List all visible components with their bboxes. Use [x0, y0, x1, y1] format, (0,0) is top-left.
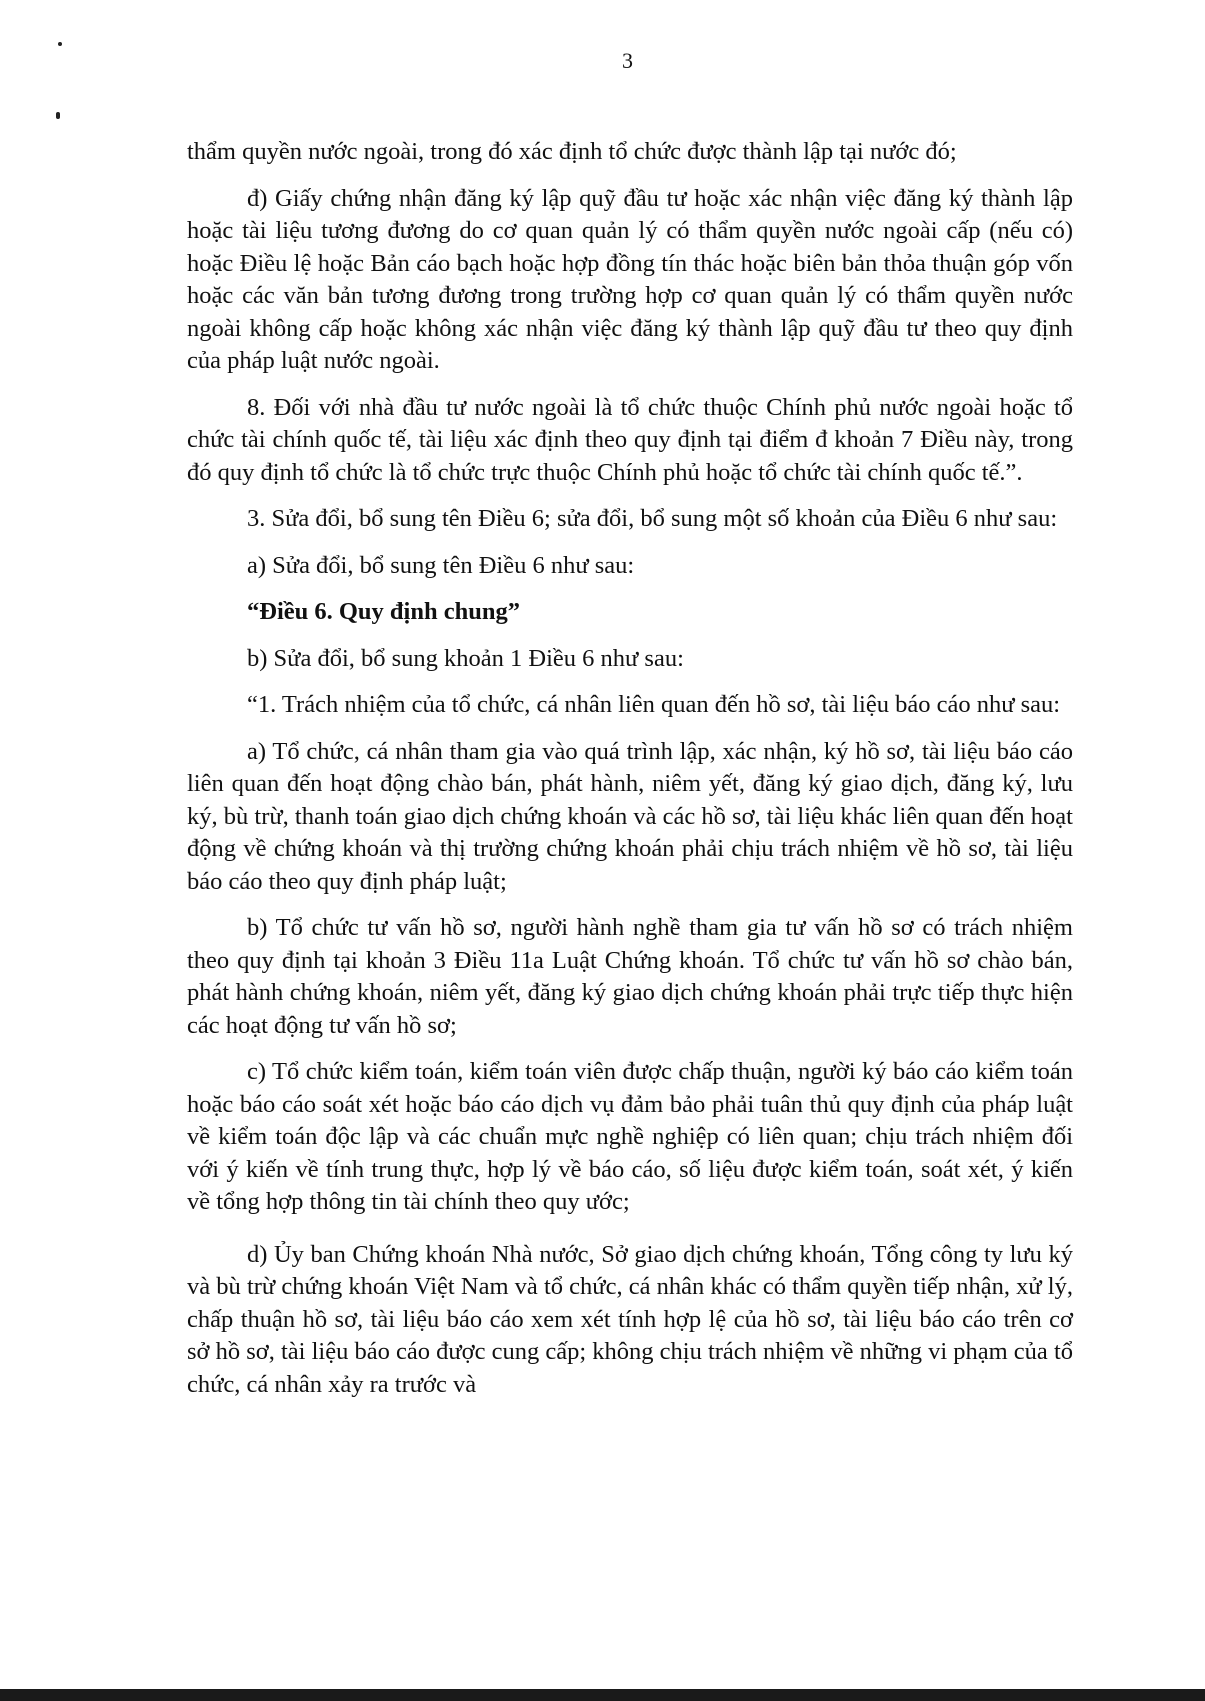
paragraph-point-d: d) Ủy ban Chứng khoán Nhà nước, Sở giao dịch chứng khoán, Tổng công ty lưu ký và bù trừ chứng khoán Việt Nam và tổ chức, cá nhân khác có thẩm quyền tiếp nhận, xử lý, chấp thuận hồ sơ, tài liệu báo cáo xem xét tính hợp lệ của hồ sơ, tài liệu báo cáo trên cơ sở hồ sơ, tài liệu báo cáo được cung cấp; không chịu trách nhiệm về những vi phạm của tổ chức, cá nhân xảy ra trước và: [187, 1240, 1073, 1398]
scan-bottom-edge: [0, 1689, 1205, 1701]
paragraph-continuation: thẩm quyền nước ngoài, trong đó xác định tổ chức được thành lập tại nước đó;: [187, 138, 957, 165]
scan-speck: [58, 42, 62, 46]
paragraph-item-3: 3. Sửa đổi, bổ sung tên Điều 6; sửa đổi, bổ sung một số khoản của Điều 6 như sau:: [247, 505, 1058, 532]
paragraph-clause-8: 8. Đối với nhà đầu tư nước ngoài là tổ chức thuộc Chính phủ nước ngoài hoặc tổ chức tài chính quốc tế, tài liệu xác định theo quy định tại điểm đ khoản 7 Điều này, trong đó quy định tổ chức là tổ chức trực thuộc Chính phủ hoặc tổ chức tài chính quốc tế.”.: [187, 393, 1073, 486]
paragraph-point-dd: đ) Giấy chứng nhận đăng ký lập quỹ đầu tư hoặc xác nhận việc đăng ký thành lập hoặc tài liệu tương đương do cơ quan quản lý có thẩm quyền nước ngoài cấp (nếu có) hoặc Điều lệ hoặc Bản cáo bạch hoặc hợp đồng tín thác hoặc biên bản thỏa thuận góp vốn hoặc các văn bản tương đương trong trường hợp cơ quan quản lý có thẩm quyền nước ngoài không cấp hoặc không xác nhận việc đăng ký thành lập quỹ đầu tư theo quy định của pháp luật nước ngoài.: [187, 184, 1073, 374]
article-6-heading: “Điều 6. Quy định chung”: [247, 598, 520, 625]
paragraph-point-a: a) Tổ chức, cá nhân tham gia vào quá trình lập, xác nhận, ký hồ sơ, tài liệu báo cáo liên quan đến hoạt động chào bán, phát hành, niêm yết, đăng ký giao dịch, đăng ký, lưu ký, bù trừ, thanh toán giao dịch chứng khoán và các hồ sơ, tài liệu khác liên quan đến hoạt động về chứng khoán và thị trường chứng khoán phải chịu trách nhiệm về hồ sơ, tài liệu báo cáo theo quy định pháp luật;: [187, 737, 1073, 895]
scan-speck: [56, 112, 60, 119]
page-number: 3: [622, 48, 633, 73]
paragraph-point-c: c) Tổ chức kiểm toán, kiểm toán viên được chấp thuận, người ký báo cáo kiểm toán hoặc báo cáo soát xét hoặc báo cáo dịch vụ đảm bảo phải tuân thủ quy định của pháp luật về kiểm toán độc lập và các chuẩn mực nghề nghiệp có liên quan; chịu trách nhiệm đối với ý kiến về tính trung thực, hợp lý về báo cáo, số liệu được kiểm toán, soát xét, ý kiến về tổng hợp thông tin tài chính theo quy ước;: [187, 1058, 1073, 1215]
paragraph-amend-a: a) Sửa đổi, bổ sung tên Điều 6 như sau:: [247, 551, 635, 579]
document-body: [187, 136, 1073, 1415]
paragraph-point-b: b) Tổ chức tư vấn hồ sơ, người hành nghề tham gia tư vấn hồ sơ có trách nhiệm theo quy định tại khoản 3 Điều 11a Luật Chứng khoán. Tổ chức tư vấn hồ sơ chào bán, phát hành chứng khoán, niêm yết, đăng ký giao dịch chứng khoán phải trực tiếp thực hiện các hoạt động tư vấn hồ sơ;: [187, 914, 1073, 1039]
paragraph-amend-b: b) Sửa đổi, bổ sung khoản 1 Điều 6 như sau:: [247, 644, 684, 672]
paragraph-clause-1: “1. Trách nhiệm của tổ chức, cá nhân liên quan đến hồ sơ, tài liệu báo cáo như sau:: [247, 691, 1061, 718]
